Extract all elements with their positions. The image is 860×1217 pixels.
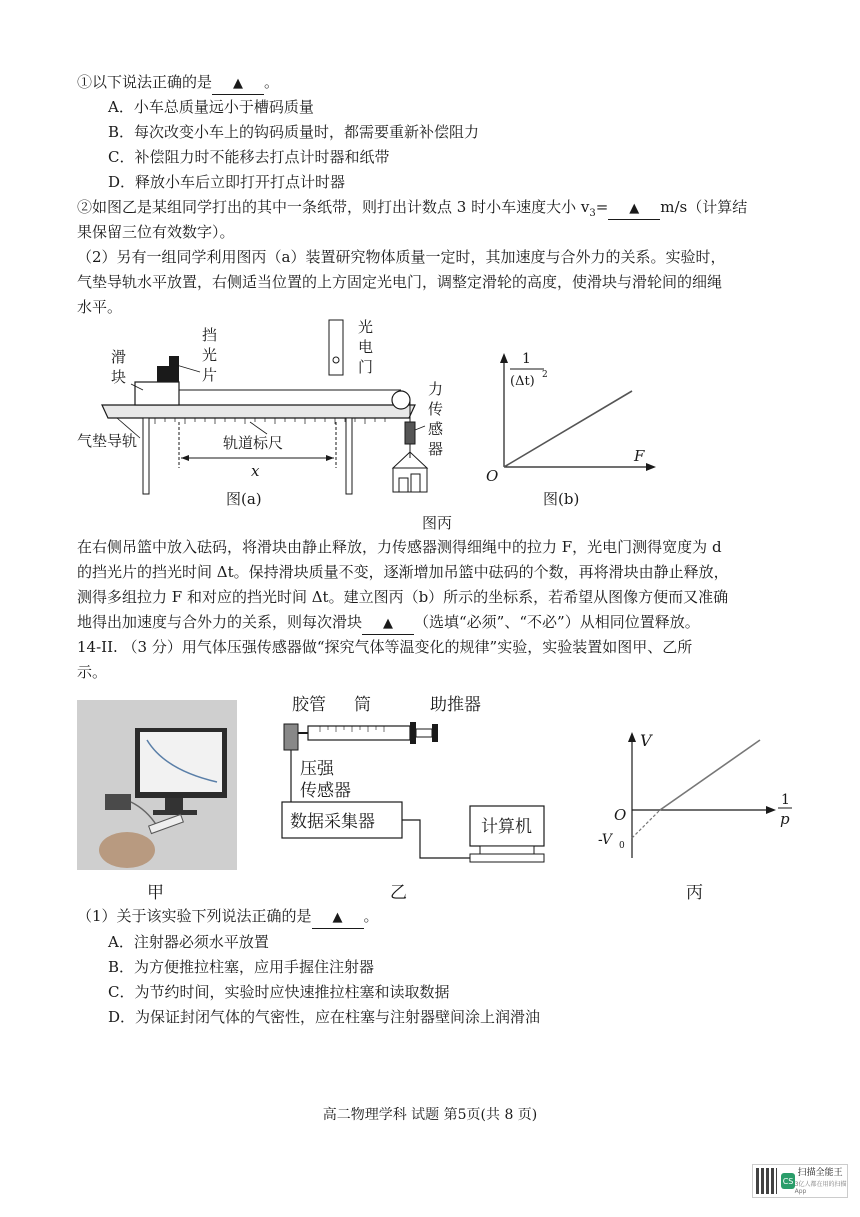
q1-option-d: D．释放小车后立即打开打点计时器 <box>108 173 346 191</box>
q14-line1: 14-II. （3 分）用气体压强传感器做“探究气体等温变化的规律”实验，实验装置如图甲、乙所 <box>77 638 693 656</box>
part2-line1: （2）另有一组同学利用图丙（a）装置研究物体质量一定时，其加速度与合外力的关系。实验时， <box>77 248 726 266</box>
label-slider-2: 块 <box>111 368 127 386</box>
page-footer: 高二物理学科 试题 第5页(共 8 页) <box>322 1107 538 1123</box>
part2-line3: 水平。 <box>77 298 123 316</box>
label-ruler: 轨道标尺 <box>223 434 284 452</box>
label-sensor-1: 力 <box>428 380 444 398</box>
graph-b-ylabel-den: (Δt) <box>510 374 535 389</box>
camscanner-logo-icon: CS <box>781 1173 794 1189</box>
graph-bing-origin: O <box>614 806 627 824</box>
label-cylinder: 筒 <box>354 695 371 715</box>
caption-fig-bing-group: 图丙 <box>422 514 453 532</box>
caption-yi: 乙 <box>390 883 407 903</box>
q1-option-c: C．补偿阻力时不能移去打点计时器和纸带 <box>108 148 390 166</box>
label-x: x <box>251 462 260 480</box>
q14-1-option-b: B．为方便推拉柱塞，应用手握住注射器 <box>108 958 375 976</box>
caption-fig-a: 图(a) <box>226 490 262 508</box>
scanner-badge <box>752 1164 848 1198</box>
label-pusher: 助推器 <box>430 695 481 715</box>
label-shade-2: 光 <box>202 346 218 364</box>
label-tube: 胶管 <box>292 695 326 715</box>
label-sensor-4: 器 <box>428 440 444 458</box>
label-collector: 数据采集器 <box>290 812 375 832</box>
label-sensor-2: 传 <box>428 400 444 418</box>
figure-b-graph <box>482 345 672 490</box>
label-gate-1: 光 <box>358 318 374 336</box>
label-shade-3: 片 <box>202 366 218 384</box>
part2-line2: 气垫导轨水平放置，右侧适当位置的上方固定光电门，调整定滑轮的高度，使滑块与滑轮间的细绳 <box>77 273 723 291</box>
q14-1-stem: （1）关于该实验下列说法正确的是 ▲ 。 <box>77 906 379 929</box>
q14-1-option-d: D．为保证封闭气体的气密性，应在柱塞与注射器壁间涂上润滑油 <box>108 1008 541 1026</box>
q14-line2: 示。 <box>77 663 108 681</box>
graph-bing-ylabel: V <box>640 731 652 750</box>
figure-yi-setup <box>270 690 570 870</box>
label-sensor-3: 感 <box>428 420 444 438</box>
caption-jia: 甲 <box>147 883 164 903</box>
figure-bing-graph <box>600 722 810 862</box>
graph-b-origin: O <box>486 467 499 485</box>
photo-apparatus <box>77 700 237 870</box>
label-gate-3: 门 <box>358 358 374 376</box>
scanner-subtitle: 3亿人都在用的扫描App <box>794 1180 847 1195</box>
graph-bing-intercept: -V <box>598 832 612 848</box>
caption-fig-b: 图(b) <box>543 490 580 508</box>
q14-1-option-a: A．注射器必须水平放置 <box>108 933 269 951</box>
q1-option-b: B．每次改变小车上的钩码质量时，都需要重新补偿阻力 <box>108 123 480 141</box>
q1-stem: ①以下说法正确的是 ▲ 。 <box>77 72 279 95</box>
part2-text-2: 的挡光片的挡光时间 Δt。保持滑块质量不变，逐渐增加吊篮中砝码的个数，再将滑块由静止释放， <box>77 563 729 581</box>
q14-1-option-c: C．为节约时间，实验时应快速推拉柱塞和读取数据 <box>108 983 450 1001</box>
part2-text-4: 地得出加速度与合外力的关系，则每次滑块 ▲ （选填“必须”、“不必”）从相同位置释放。 <box>77 612 700 635</box>
q2-line2: 果保留三位有效数字）。 <box>77 223 235 241</box>
figure-a-air-track <box>75 318 455 503</box>
label-pressure-sensor: 传感器 <box>300 781 351 801</box>
label-pressure: 压强 <box>300 759 334 779</box>
q1-option-a: A．小车总质量远小于槽码质量 <box>108 98 314 116</box>
label-computer: 计算机 <box>481 817 532 837</box>
graph-bing-xlabel-num: 1 <box>781 792 790 808</box>
label-shade-1: 挡 <box>202 326 218 344</box>
qr-code-icon <box>756 1168 777 1194</box>
caption-bing: 丙 <box>686 883 703 903</box>
label-rail: 气垫导轨 <box>77 432 138 450</box>
graph-b-xlabel: F <box>634 447 645 465</box>
part2-text-3: 测得多组拉力 F 和对应的挡光时间 Δt。建立图丙（b）所示的坐标系，若希望从图像方便而又准确 <box>77 588 729 606</box>
part2-text-1: 在右侧吊篮中放入砝码，将滑块由静止释放，力传感器测得细绳中的拉力 F，光电门测得宽度为 d <box>77 538 722 556</box>
label-gate-2: 电 <box>358 338 374 356</box>
graph-bing-intercept-sub: 0 <box>619 841 625 851</box>
label-slider-1: 滑 <box>111 348 127 366</box>
graph-b-ylabel-exp: 2 <box>542 370 548 380</box>
scanner-title: 扫描全能王 <box>797 1167 843 1178</box>
graph-bing-xlabel-den: p <box>780 810 790 828</box>
q2-line1: ②如图乙是某组同学打出的其中一条纸带，则打出计数点 3 时小车速度大小 $v_3=$ ▲ m/s（计算结 <box>77 198 748 219</box>
graph-b-ylabel-num: 1 <box>522 351 531 367</box>
